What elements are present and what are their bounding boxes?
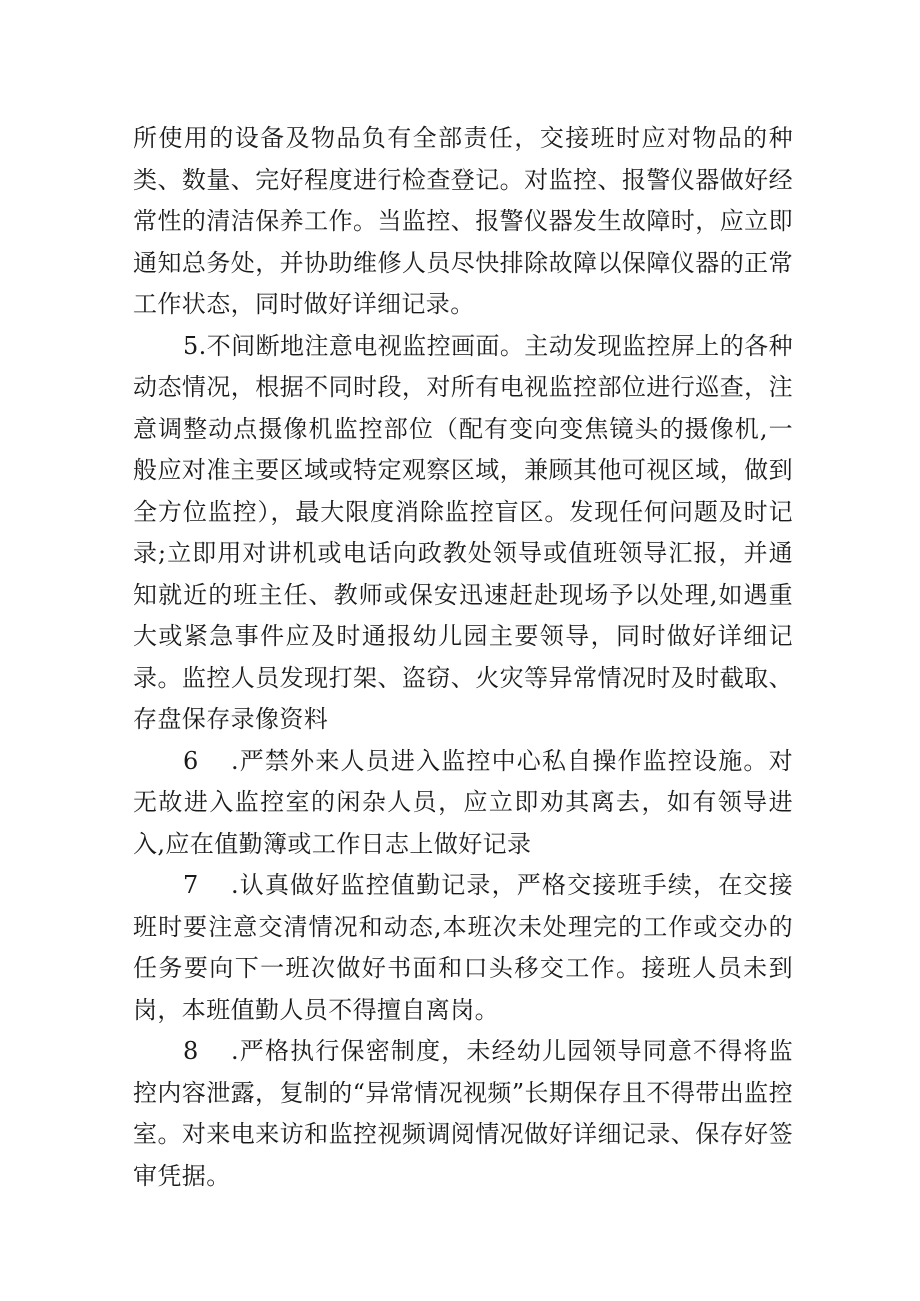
item-number: 5 <box>183 331 199 360</box>
item-number: 6 <box>183 746 199 775</box>
paragraph-text: .不间断地注意电视监控画面。主动发现监控屏上的各种动态情况，根据不同时段，对所有电视监控部位进行巡查，注意调整动点摄像机监控部位（配有变向变焦镜头的摄像机,一般应对准主要区域或特定观察区域，兼顾其他可视区域，做到全方位监控），最大限度消除监控盲区。发现任何问题及时记录;立即用对讲机或电话向政教处领导或值班领导汇报，并通知就近的班主任、教师或保安迅速赶赴现场予以处理,如遇重大或紧急事件应及时通报幼儿园主要领导，同时做好详细记录。监控人员发现打架、盗窃、火灾等异常情况时及时截取、存盘保存录像资料 <box>133 331 793 733</box>
item-number: 7 <box>183 871 199 899</box>
paragraph-item-8 <box>133 1031 793 1197</box>
paragraph-item-6 <box>133 741 793 866</box>
paragraph-text: .严禁外来人员进入监控中心私自操作监控设施。对无故进入监控室的闲杂人员，应立即劝其离去，如有领导进入,应在值勤簿或工作日志上做好记录 <box>133 746 793 858</box>
item-number: 8 <box>183 1037 199 1065</box>
document-body <box>133 118 793 1197</box>
paragraph-item-7 <box>133 865 793 1031</box>
paragraph-text: .严格执行保密制度，未经幼儿园领导同意不得将监控内容泄露，复制的“异常情况视频”长期保存且不得带出监控室。对来电来访和监控视频调阅情况做好详细记录、保存好签审凭据。 <box>133 1037 793 1190</box>
paragraph-text: .认真做好监控值勤记录，严格交接班手续，在交接班时要注意交清情况和动态,本班次未处理完的工作或交办的任务要向下一班次做好书面和口头移交工作。接班人员未到岗，本班值勤人员不得擅自离岗。 <box>133 871 793 1024</box>
paragraph-continued <box>133 118 793 326</box>
paragraph-item-5 <box>133 326 793 741</box>
paragraph-text: 所使用的设备及物品负有全部责任，交接班时应对物品的种类、数量、完好程度进行检查登记。对监控、报警仪器做好经常性的清洁保养工作。当监控、报警仪器发生故障时，应立即通知总务处，并协助维修人员尽快排除故障以保障仪器的正常工作状态，同时做好详细记录。 <box>133 124 793 318</box>
